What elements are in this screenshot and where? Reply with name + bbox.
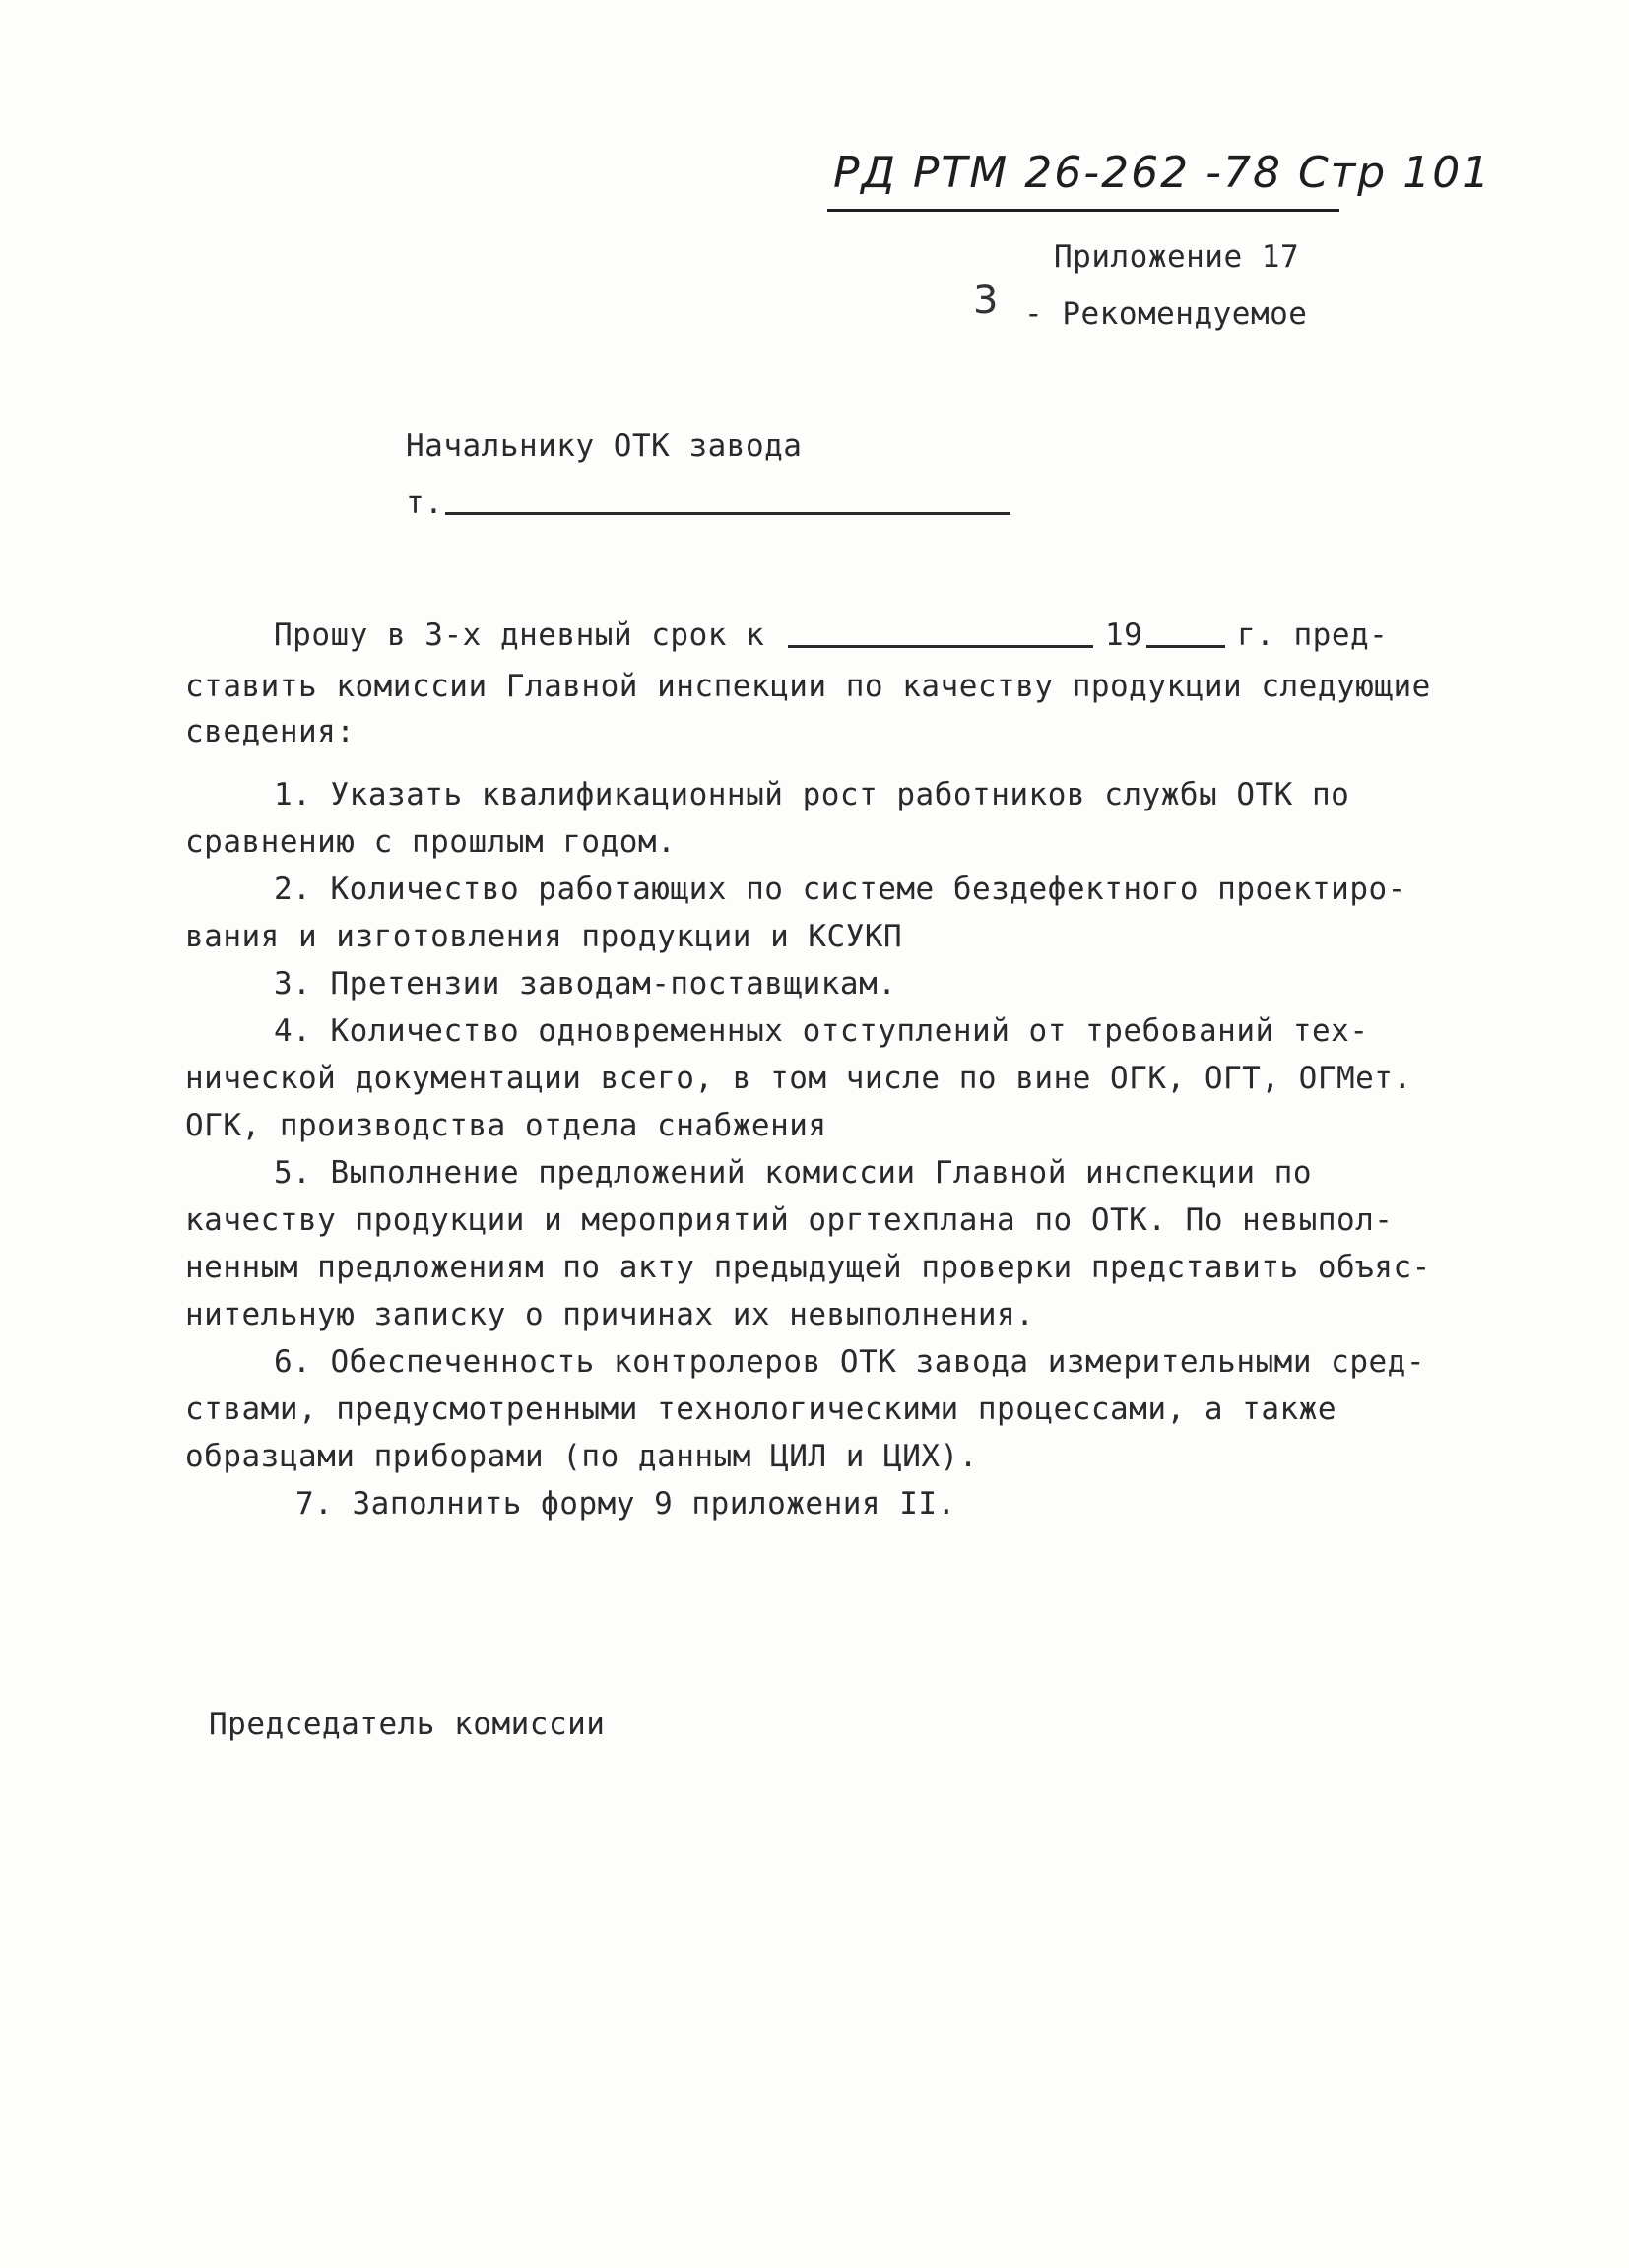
year-blank <box>1146 645 1225 648</box>
item-5-line-4: нительную записку о причинах их невыполнения. <box>185 1297 1035 1332</box>
item-7-line-1: 7. Заполнить форму 9 приложения II. <box>295 1486 956 1522</box>
item-6-line-2: ствами, предусмотренными технологическими процессами, а также <box>185 1392 1336 1427</box>
item-4-line-3: ОГК, производства отдела снабжения <box>185 1108 827 1143</box>
item-1-line-2: сравнению с прошлым годом. <box>185 824 677 860</box>
request-line-2: ставить комиссии Главной инспекции по качеству продукции следующие <box>185 669 1431 704</box>
appendix-label: Приложение 17 <box>1054 239 1300 275</box>
signature-label: Председатель комиссии <box>209 1707 606 1742</box>
item-2-line-2: вания и изготовления продукции и КСУКП <box>185 919 903 954</box>
status-label: - Рекомендуемое <box>1024 296 1308 332</box>
item-1-line-1: 1. Указать квалификационный рост работников службы ОТК по <box>274 777 1350 812</box>
item-5-line-3: ненным предложениям по акту предыдущей проверки представить объяс- <box>185 1250 1431 1285</box>
year-suffix: г. пред- <box>1237 617 1389 653</box>
handwritten-marker: 3 <box>973 278 999 323</box>
item-4-line-1: 4. Количество одновременных отступлений от требований тех- <box>274 1013 1369 1049</box>
item-5-line-1: 5. Выполнение предложений комиссии Главной инспекции по <box>274 1155 1312 1191</box>
item-6-line-1: 6. Обеспеченность контролеров ОТК завода измерительными сред- <box>274 1344 1425 1380</box>
doc-code: РД РТМ 26-262 -78 Стр 101 <box>833 148 1492 198</box>
addressee-line-2-prefix: т. <box>406 486 444 521</box>
addressee-line-1: Начальнику ОТК завода <box>406 428 803 464</box>
doc-code-underline <box>827 209 1339 212</box>
request-start: Прошу в 3-х дневный срок к <box>274 617 765 653</box>
year-prefix: 19 <box>1105 617 1143 653</box>
item-2-line-1: 2. Количество работающих по системе бездефектного проектиро- <box>274 872 1406 907</box>
request-line-3: сведения: <box>185 714 356 749</box>
date-blank <box>788 645 1093 648</box>
addressee-name-blank <box>445 512 1010 515</box>
item-5-line-2: качеству продукции и мероприятий оргтехплана по ОТК. По невыпол- <box>185 1202 1394 1238</box>
item-3-line-1: 3. Претензии заводам-поставщикам. <box>274 966 897 1002</box>
item-4-line-2: нической документации всего, в том числе по вине ОГК, ОГТ, ОГМет. <box>185 1061 1412 1096</box>
item-6-line-3: образцами приборами (по данным ЦИЛ и ЦИХ). <box>185 1439 978 1474</box>
